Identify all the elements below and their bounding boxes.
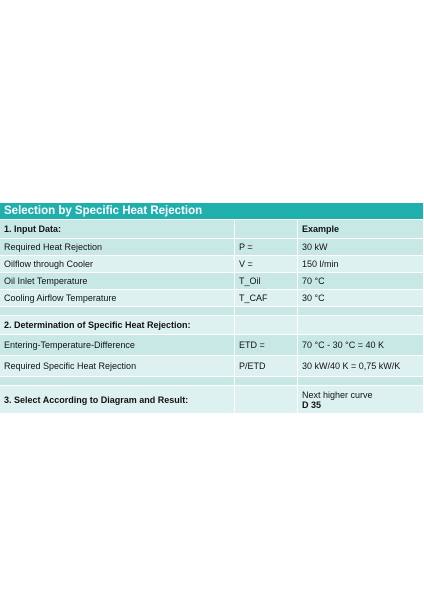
example-label: Example [302, 224, 340, 234]
row-value: 70 °C - 30 °C = 40 K [302, 340, 384, 350]
row-symbol: P = [235, 239, 298, 255]
section1-heading: 1. Input Data: [0, 220, 235, 238]
section1-header-row [0, 219, 423, 238]
row-label: Entering-Temperature-Difference [0, 335, 235, 355]
result-cell [298, 386, 423, 413]
table-row [0, 238, 423, 255]
section2-heading: 2. Determination of Specific Heat Rejection: [0, 316, 235, 334]
table-row [0, 272, 423, 289]
row-symbol: P/ETD [235, 356, 298, 376]
row-value: 70 °C [302, 276, 325, 286]
row-label: Oil Inlet Temperature [0, 273, 235, 289]
row-value: 150 l/min [302, 259, 339, 269]
spacer-row [0, 376, 423, 385]
row-symbol: ETD = [235, 335, 298, 355]
table-row [0, 289, 423, 306]
row-value: 30 °C [302, 293, 325, 303]
row-label: Oilflow through Cooler [0, 256, 235, 272]
section3-row [0, 385, 423, 413]
row-value: 30 kW/40 K = 0,75 kW/K [302, 361, 401, 371]
result-line1: Next higher curve [302, 389, 373, 400]
table-title: Selection by Specific Heat Rejection [0, 203, 423, 219]
row-label: Required Specific Heat Rejection [0, 356, 235, 376]
heat-rejection-table [0, 203, 423, 413]
section2-header-row [0, 315, 423, 334]
section3-heading: 3. Select According to Diagram and Result: [0, 386, 235, 413]
table-row [0, 334, 423, 355]
row-symbol: V = [235, 256, 298, 272]
row-label: Cooling Airflow Temperature [0, 290, 235, 306]
spacer-row [0, 306, 423, 315]
result-line2: D 35 [302, 399, 322, 410]
row-value: 30 kW [302, 242, 328, 252]
table-row [0, 255, 423, 272]
section1-symbol-empty [235, 220, 298, 238]
table-row [0, 355, 423, 376]
row-label: Required Heat Rejection [0, 239, 235, 255]
row-symbol: T_CAF [235, 290, 298, 306]
row-symbol: T_Oil [235, 273, 298, 289]
